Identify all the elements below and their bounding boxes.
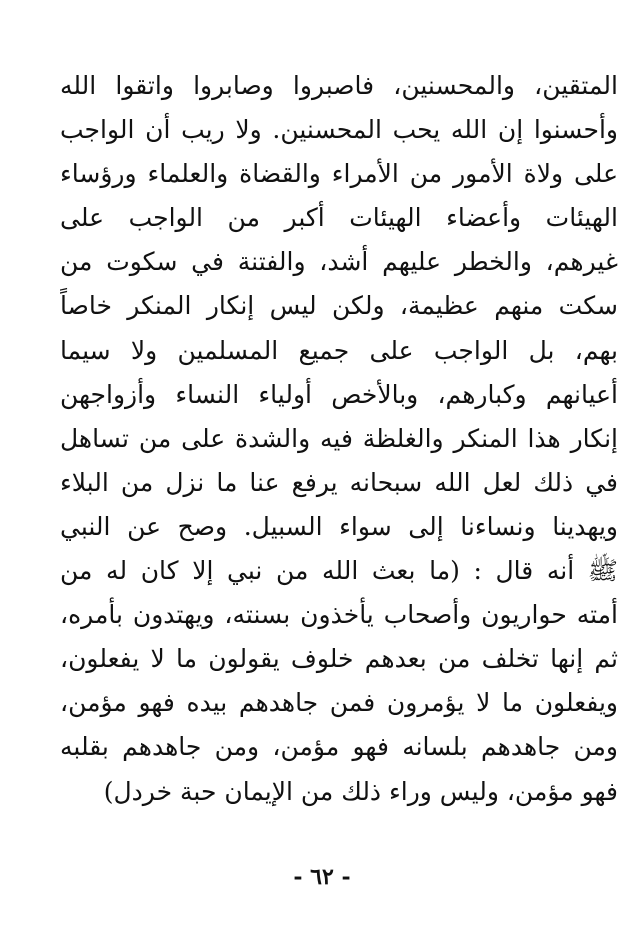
text-line-17: فهو مؤمن، وليس وراء ذلك من الإيمان حبة خردل) xyxy=(103,776,618,806)
text-line-1: المتقين، والمحسنين، فاصبروا وصابروا واتقوا الله xyxy=(60,71,618,100)
text-line-2: وأحسنوا إن الله يحب المحسنين. ولا ريب أن الواجب xyxy=(60,115,618,145)
text-line-10: في ذلك لعل الله سبحانه يرفع عنا ما نزل من البلاء xyxy=(60,467,618,497)
text-line-9: إنكار هذا المنكر والغلظة فيه والشدة على من تساهل xyxy=(60,423,618,453)
text-line-6: سكت منهم عظيمة، ولكن ليس إنكار المنكر خاصاً xyxy=(60,291,618,321)
text-line-12: ﷺ أنه قال : (ما بعث الله من نبي إلا كان له من xyxy=(60,556,618,586)
text-line-16: ومن جاهدهم بلسانه فهو مؤمن، ومن جاهدهم بقلبه xyxy=(60,732,618,762)
body-text xyxy=(60,64,618,814)
text-line-7: بهم، بل الواجب على جميع المسلمين ولا سيما xyxy=(60,335,618,365)
text-line-15: ويفعلون ما لا يؤمرون فمن جاهدهم بيده فهو مؤمن، xyxy=(60,688,618,718)
text-line-14: ثم إنها تخلف من بعدهم خلوف يقولون ما لا يفعلون، xyxy=(60,644,618,674)
text-line-5: غيرهم، والخطر عليهم أشد، والفتنة في سكوت من xyxy=(60,247,618,277)
text-line-3: على ولاة الأمور من الأمراء والقضاة والعلماء ورؤساء xyxy=(60,159,618,189)
page-number: - ٦٢ - xyxy=(293,864,351,890)
text-line-8: أعيانهم وكبارهم، وبالأخص أولياء النساء وأزواجهن xyxy=(60,379,618,409)
text-line-13: أمته حواريون وأصحاب يأخذون بسنته، ويهتدون بأمره، xyxy=(60,600,618,630)
text-line-4: الهيئات وأعضاء الهيئات أكبر من الواجب على xyxy=(60,203,618,233)
text-line-11: ويهدينا ونساءنا إلى سواء السبيل. وصح عن النبي xyxy=(60,511,618,541)
